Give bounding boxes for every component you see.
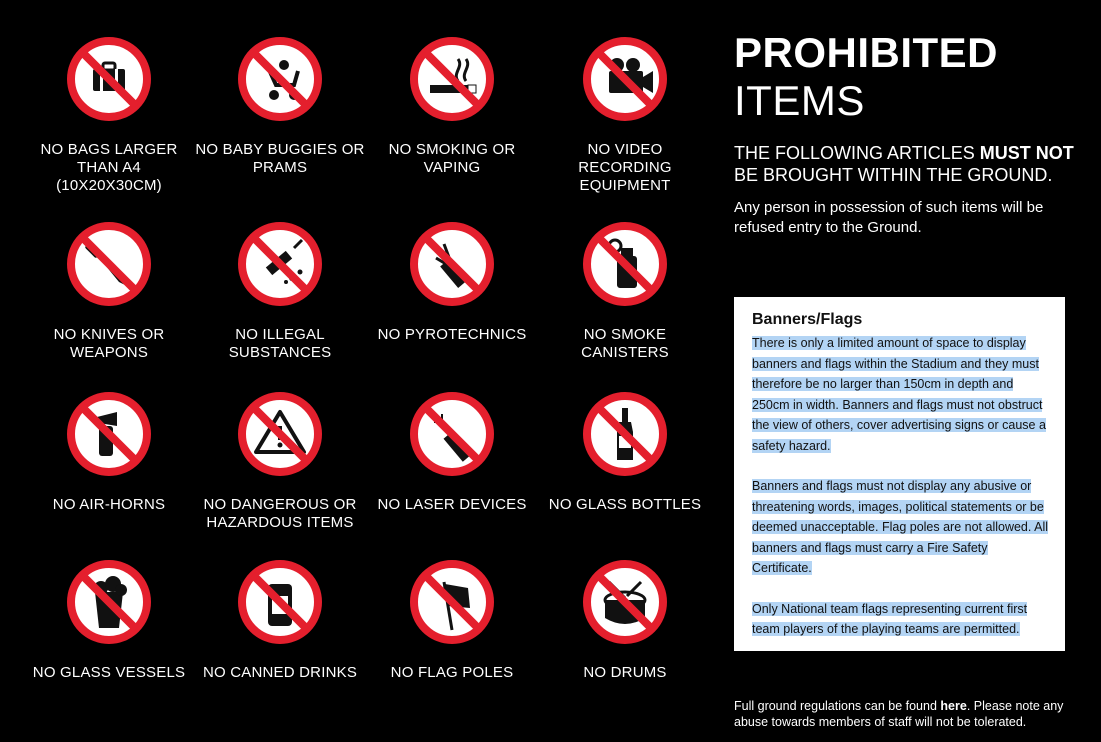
prohibited-item bbox=[23, 558, 195, 682]
banners-paragraph: Only National team flags representing current first team players of the playing teams are permitted. bbox=[752, 601, 1028, 636]
banners-title: Banners/Flags bbox=[752, 311, 863, 328]
can-icon bbox=[236, 558, 324, 646]
footer-pre: Full ground regulations can be found bbox=[734, 699, 937, 713]
footer-note bbox=[734, 698, 1094, 730]
title-light: ITEMS bbox=[734, 77, 865, 124]
prohibited-item bbox=[194, 35, 366, 177]
item-label: NO BAGS LARGER THAN A4 (10X20X30CM) bbox=[40, 141, 178, 194]
title-bold: PROHIBITED bbox=[734, 29, 999, 76]
drum-icon bbox=[581, 558, 669, 646]
banners-flags-box bbox=[734, 297, 1065, 651]
item-label: NO DRUMS bbox=[583, 664, 667, 681]
bag-icon bbox=[65, 35, 153, 123]
prohibited-item bbox=[366, 390, 538, 514]
video-camera-icon bbox=[581, 35, 669, 123]
prohibited-item bbox=[366, 558, 538, 682]
prohibited-item bbox=[366, 220, 538, 344]
item-label: NO BABY BUGGIES OR PRAMS bbox=[195, 141, 365, 176]
item-label: NO GLASS BOTTLES bbox=[548, 496, 702, 513]
warning-icon bbox=[236, 390, 324, 478]
flare-icon bbox=[408, 220, 496, 308]
lead-pre: THE FOLLOWING ARTICLES bbox=[734, 143, 975, 163]
prohibited-item bbox=[23, 390, 195, 514]
item-label: NO CANNED DRINKS bbox=[202, 664, 358, 681]
syringe-icon bbox=[236, 220, 324, 308]
prohibited-item bbox=[539, 35, 711, 195]
cigarette-icon bbox=[408, 35, 496, 123]
prohibited-item bbox=[539, 558, 711, 682]
item-label: NO SMOKE CANISTERS bbox=[581, 326, 669, 361]
item-label: NO VIDEO RECORDING EQUIPMENT bbox=[578, 141, 672, 194]
laser-icon bbox=[408, 390, 496, 478]
item-label: NO PYROTECHNICS bbox=[377, 326, 527, 343]
glass-icon bbox=[65, 558, 153, 646]
smoke-canister-icon bbox=[581, 220, 669, 308]
item-label: NO ILLEGAL SUBSTANCES bbox=[228, 326, 332, 361]
flag-icon bbox=[408, 558, 496, 646]
prohibited-item bbox=[539, 220, 711, 362]
air-horn-icon bbox=[65, 390, 153, 478]
prohibited-item bbox=[194, 390, 366, 532]
item-label: NO KNIVES OR WEAPONS bbox=[53, 326, 165, 361]
subtext: Any person in possession of such items will be refused entry to the Ground. bbox=[734, 199, 1044, 236]
prohibited-item bbox=[194, 220, 366, 362]
item-label: NO SMOKING OR VAPING bbox=[388, 141, 516, 176]
item-label: NO AIR-HORNS bbox=[52, 496, 166, 513]
footer-link[interactable]: here bbox=[940, 699, 967, 713]
knife-icon bbox=[65, 220, 153, 308]
buggy-icon bbox=[236, 35, 324, 123]
bottle-icon bbox=[581, 390, 669, 478]
item-label: NO GLASS VESSELS bbox=[32, 664, 186, 681]
lead-bold: MUST NOT bbox=[979, 143, 1074, 163]
prohibited-item bbox=[23, 220, 195, 362]
heading-panel bbox=[734, 30, 1074, 238]
banners-paragraph: There is only a limited amount of space to display banners and flags within the Stadium and they must therefore be no larger than 150cm in depth and 250cm in width. Banners and flags must not obstruct the view of others, cover advertising signs or cause a safety hazard. bbox=[752, 336, 1046, 453]
prohibited-item bbox=[539, 390, 711, 514]
item-label: NO LASER DEVICES bbox=[377, 496, 527, 513]
prohibited-item bbox=[194, 558, 366, 682]
prohibited-item bbox=[366, 35, 538, 177]
footer-post: . Please note any abuse towards members of staff will not be tolerated. bbox=[734, 699, 1064, 729]
item-label: NO FLAG POLES bbox=[390, 664, 514, 681]
item-label: NO DANGEROUS OR HAZARDOUS ITEMS bbox=[203, 496, 357, 531]
prohibited-item bbox=[23, 35, 195, 195]
banners-paragraph: Banners and flags must not display any abusive or threatening words, images, political statements or be deemed unacceptable. Flag poles are not allowed. All banners and flags must carry a Fire Safety Certificate. bbox=[752, 479, 1049, 575]
lead-post: BE BROUGHT WITHIN THE GROUND. bbox=[734, 165, 1053, 185]
lead-text bbox=[734, 142, 1074, 186]
